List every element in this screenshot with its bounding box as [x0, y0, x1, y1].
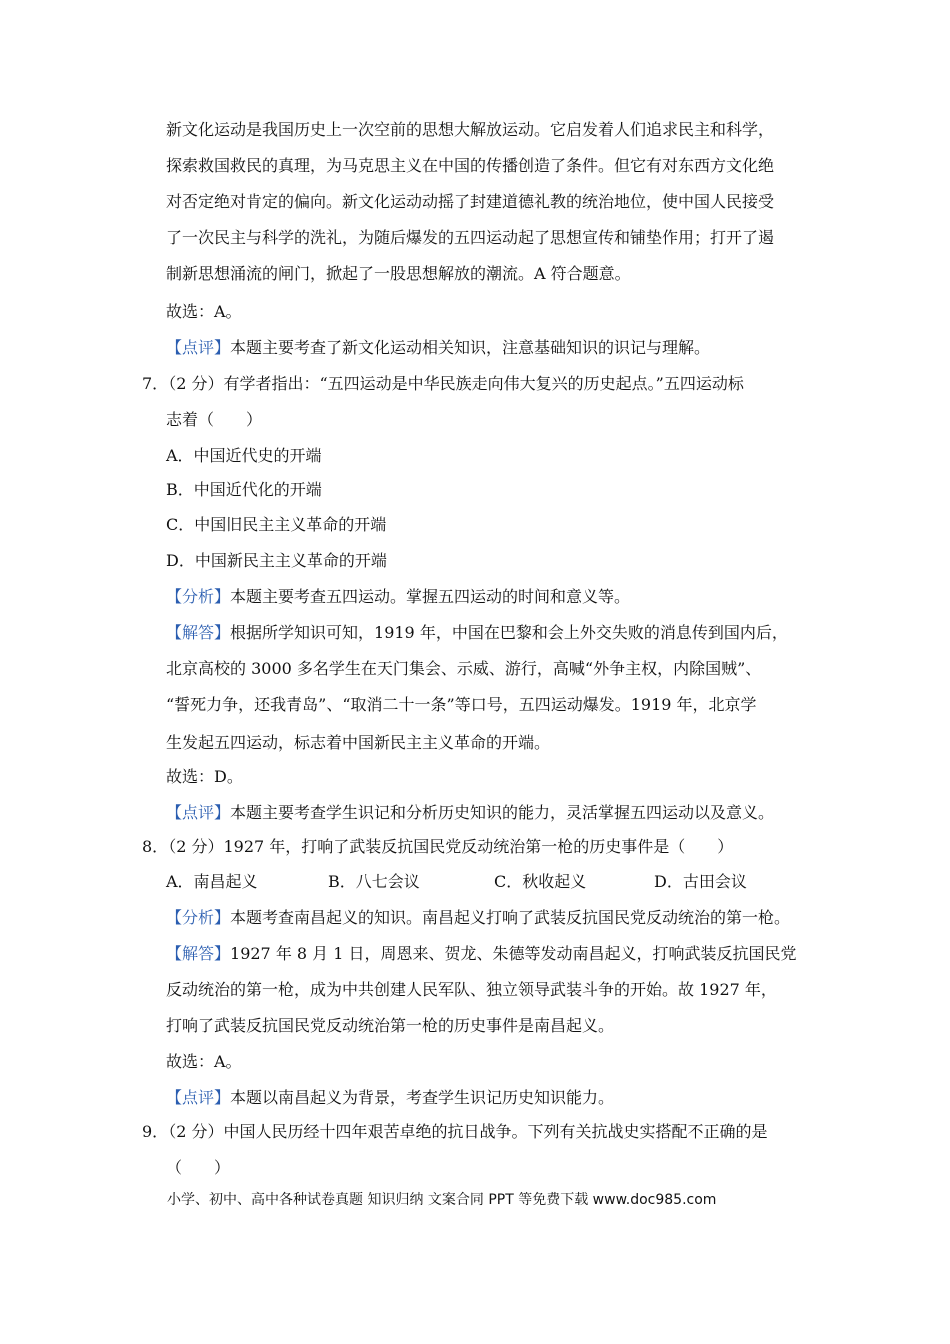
question-number: 7． [142, 374, 169, 393]
prev-answer-line-3: 对否定绝对肯定的偏向。新文化运动动摇了封建道德礼教的统治地位，使中国人民接受 [166, 192, 775, 211]
question-9-stem [142, 1120, 767, 1144]
comment-tag: 【点评】 [166, 803, 231, 822]
q7-comment [166, 801, 774, 825]
question-7-stem [142, 372, 744, 396]
comment-text: 本题主要考查了新文化运动相关知识，注意基础知识的识记与理解。 [230, 338, 711, 357]
comment-text: 本题主要考查学生识记和分析历史知识的能力，灵活掌握五四运动以及意义。 [230, 803, 775, 822]
q7-answer-line-1 [166, 621, 788, 645]
comment-tag: 【点评】 [166, 338, 231, 357]
comment-tag: 【点评】 [166, 1088, 231, 1107]
prev-comment [166, 336, 710, 360]
q8-answer-line-3: 打响了武装反抗国民党反动统治第一枪的历史事件是南昌起义。 [166, 1016, 615, 1035]
answer-tag: 【解答】 [166, 944, 231, 963]
question-number: 8． [142, 837, 169, 856]
analysis-tag: 【分析】 [166, 587, 231, 606]
q7-answer-line-3: “誓死力争，还我青岛”、“取消二十一条”等口号，五四运动爆发。1919 年，北京学 [166, 695, 757, 714]
prev-answer-line-2: 探索救国救民的真理，为马克思主义在中国的传播创造了条件。但它有对东西方文化绝 [166, 156, 775, 175]
q8-option-c: C．秋收起义 [494, 872, 587, 891]
q7-option-a: A．中国近代史的开端 [166, 446, 322, 465]
prev-answer-line-5: 制新思想涌流的闸门，掀起了一股思想解放的潮流。A 符合题意。 [166, 264, 631, 283]
question-text: （2 分）有学者指出：“五四运动是中华民族走向伟大复兴的历史起点。”五四运动标 [168, 374, 744, 393]
q7-option-d: D．中国新民主主义革命的开端 [166, 551, 387, 570]
comment-text: 本题以南昌起义为背景，考查学生识记历史知识能力。 [230, 1088, 615, 1107]
question-7-stem-cont: 志着（ ） [166, 410, 263, 429]
q8-option-a: A．南昌起义 [166, 872, 258, 891]
analysis-text: 本题主要考查五四运动。掌握五四运动的时间和意义等。 [230, 587, 631, 606]
answer-tag: 【解答】 [166, 623, 231, 642]
question-9-stem-cont: （ ） [166, 1158, 231, 1177]
q8-analysis [166, 906, 790, 930]
q8-option-b: B．八七会议 [328, 872, 420, 891]
q8-choice: 故选：A。 [166, 1052, 242, 1071]
analysis-text: 本题考查南昌起义的知识。南昌起义打响了武装反抗国民党反动统治的第一枪。 [230, 908, 791, 927]
q8-answer-line-2: 反动统治的第一枪，成为中共创建人民军队、独立领导武装斗争的开始。故 1927 年， [166, 980, 777, 999]
q7-answer-line-4: 生发起五四运动，标志着中国新民主主义革命的开端。 [166, 733, 551, 752]
question-text: （2 分）中国人民历经十四年艰苦卓绝的抗日战争。下列有关抗战史实搭配不正确的是 [168, 1122, 768, 1141]
analysis-tag: 【分析】 [166, 908, 231, 927]
page-footer: 小学、初中、高中各种试卷真题 知识归纳 文案合同 PPT 等免费下载 www.doc985.com [167, 1192, 717, 1208]
answer-text: 根据所学知识可知，1919 年，中国在巴黎和会上外交失败的消息传到国内后， [230, 623, 788, 642]
q8-option-d: D．古田会议 [654, 872, 747, 891]
q7-option-c: C．中国旧民主主义革命的开端 [166, 515, 387, 534]
prev-answer-line-1: 新文化运动是我国历史上一次空前的思想大解放运动。它启发着人们追求民主和科学， [166, 120, 775, 139]
q8-comment [166, 1086, 614, 1110]
question-text: （2 分）1927 年，打响了武装反抗国民党反动统治第一枪的历史事件是（ ） [168, 837, 734, 856]
question-number: 9． [142, 1122, 169, 1141]
prev-answer-choice: 故选：A。 [166, 302, 242, 321]
q7-option-b: B．中国近代化的开端 [166, 480, 322, 499]
q8-answer-line-1 [166, 942, 797, 966]
q7-choice: 故选：D。 [166, 767, 243, 786]
question-8-stem [142, 835, 733, 859]
answer-text: 1927 年 8 月 1 日，周恩来、贺龙、朱德等发动南昌起义，打响武装反抗国民党 [230, 944, 797, 963]
prev-answer-line-4: 了一次民主与科学的洗礼，为随后爆发的五四运动起了思想宣传和铺垫作用；打开了遏 [166, 228, 775, 247]
q7-analysis [166, 585, 630, 609]
q7-answer-line-2: 北京高校的 3000 多名学生在天门集会、示威、游行，高喊“外争主权，内除国贼”、 [166, 659, 762, 678]
